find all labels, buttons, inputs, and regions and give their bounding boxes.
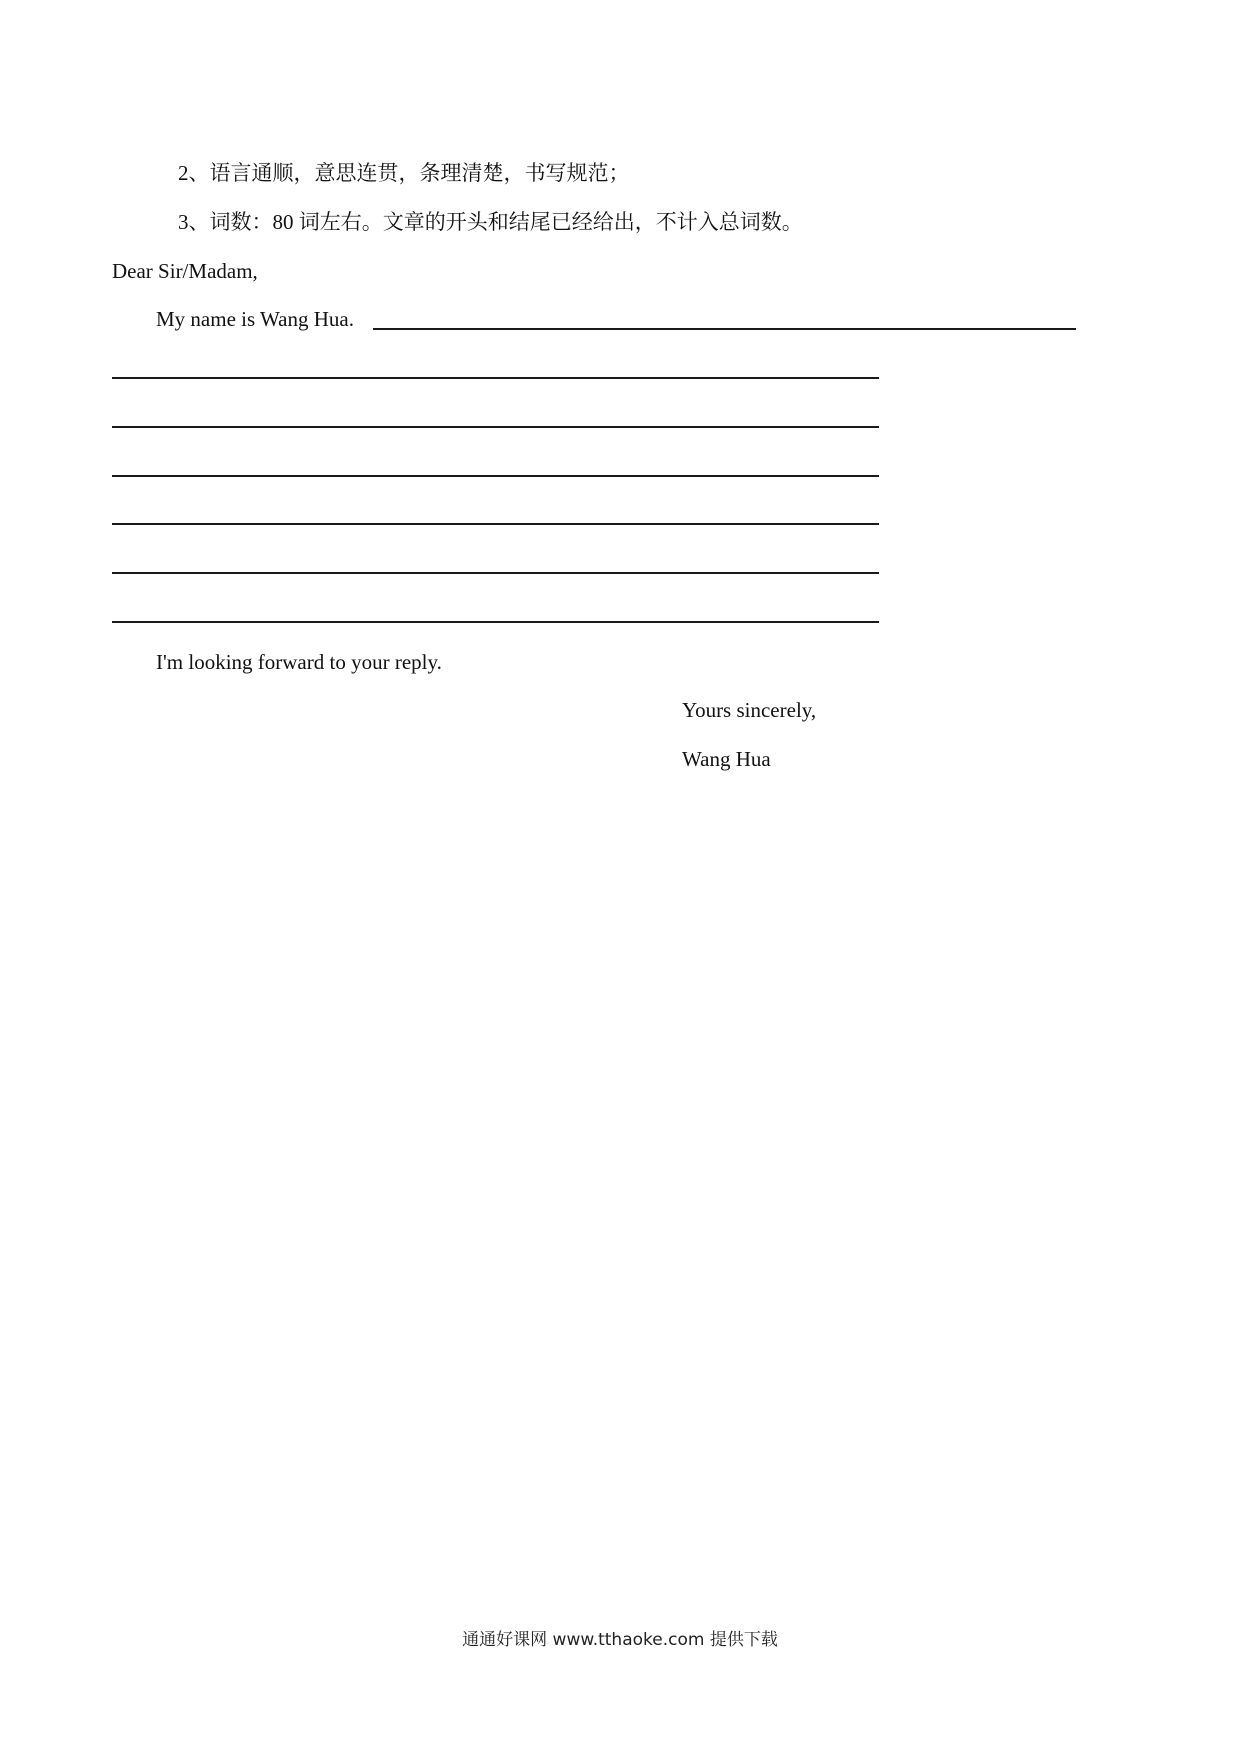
requirement-3: 3、词数：80 词左右。文章的开头和结尾已经给出，不计入总词数。	[178, 210, 803, 234]
answer-blank-line-5[interactable]	[112, 523, 879, 525]
letter-signature: Wang Hua	[682, 747, 771, 771]
letter-opening-sentence: My name is Wang Hua.	[156, 307, 354, 331]
letter-closing-sentence: I'm looking forward to your reply.	[156, 650, 442, 674]
requirement-2: 2、语言通顺，意思连贯，条理清楚，书写规范；	[178, 161, 630, 185]
answer-blank-line-2[interactable]	[112, 377, 879, 379]
page-footer-watermark: 通通好课网 www.tthaoke.com 提供下载	[462, 1630, 778, 1650]
answer-blank-line-7[interactable]	[112, 621, 879, 623]
answer-blank-line-4[interactable]	[112, 475, 879, 477]
letter-salutation: Dear Sir/Madam,	[112, 259, 258, 283]
answer-blank-line-1[interactable]	[373, 328, 1076, 330]
answer-blank-line-6[interactable]	[112, 572, 879, 574]
letter-signoff: Yours sincerely,	[682, 698, 817, 722]
answer-blank-line-3[interactable]	[112, 426, 879, 428]
